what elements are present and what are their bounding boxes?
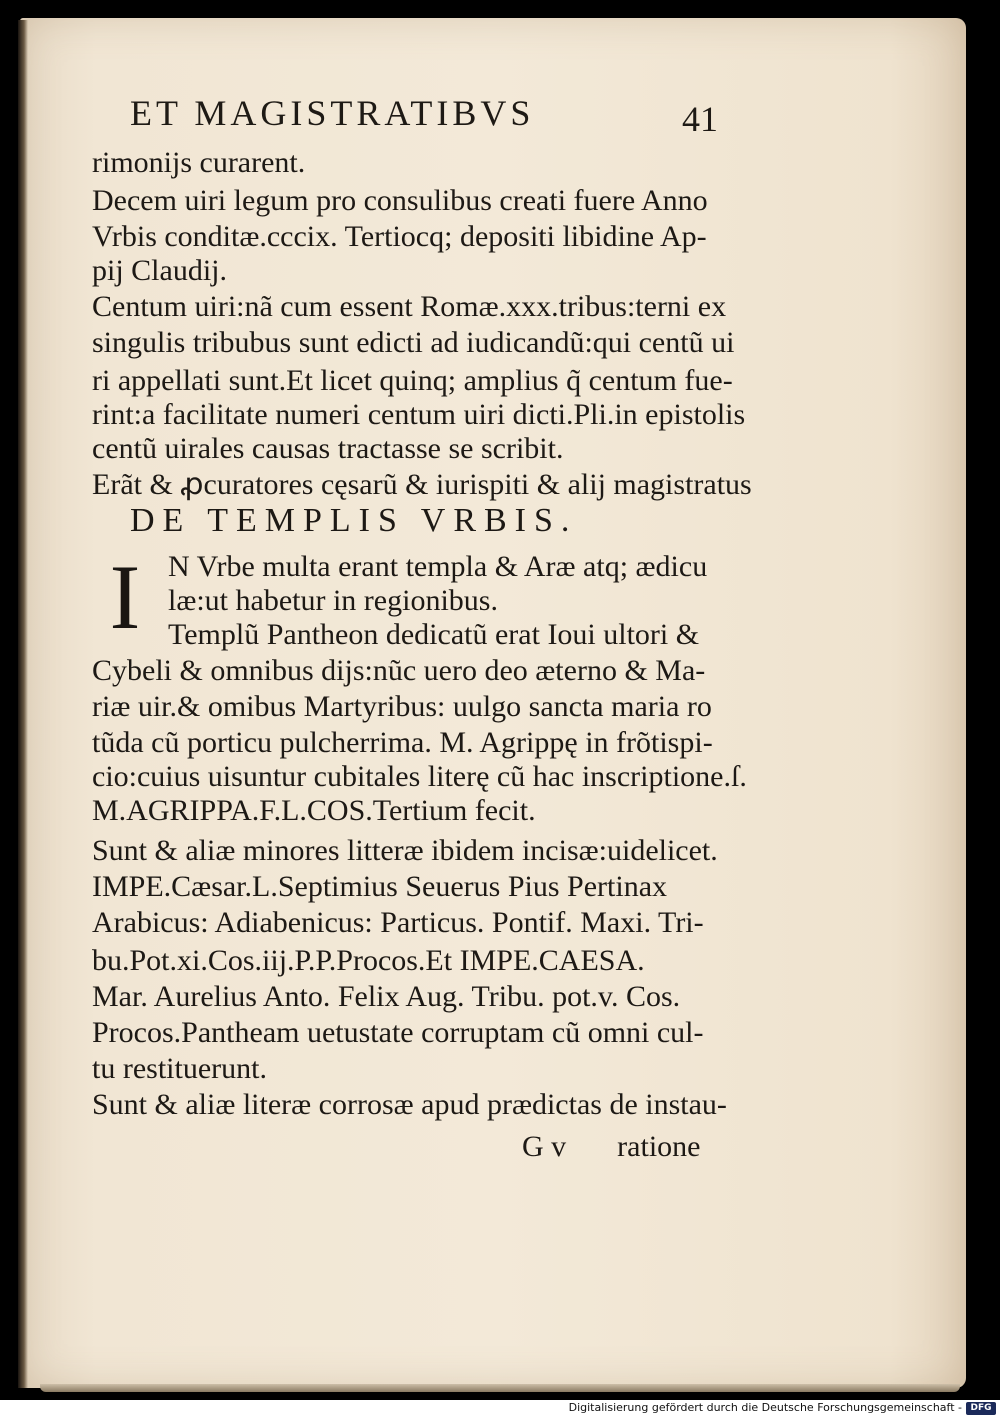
folio-number: 41: [682, 99, 718, 139]
text-line: bu.Pot.xi.Cos.iij.P.P.Procos.Et IMPE.CAESA.: [92, 944, 645, 977]
text-line: rint:a facilitate numeri centum uiri dicti.Pli.in epistolis: [92, 398, 746, 431]
text-line: tũda cũ porticu pulcherrima. M. Agrippę in frõtispi-: [92, 726, 713, 759]
drop-cap-letter: I: [109, 546, 141, 648]
text-line: Sunt & aliæ minores litteræ ibidem incisæ:uidelicet.: [92, 834, 718, 867]
text-line: centũ uirales causas tractasse se scribit.: [92, 432, 564, 465]
text-line: N Vrbe multa erant templa & Aræ atq; ædicu: [168, 550, 708, 583]
text-line: rimonijs curarent.: [92, 146, 306, 179]
text-line: ri appellati sunt.Et licet quinq; amplius q̃ centum fue-: [92, 364, 733, 397]
text-line: Centum uiri:nã cum essent Romæ.xxx.tribus:terni ex: [92, 290, 727, 323]
text-line: M.AGRIPPA.F.L.COS.Tertium fecit.: [92, 794, 536, 827]
footer-credit: Digitalisierung gefördert durch die Deutsche Forschungsgemeinschaft -: [568, 1401, 962, 1414]
catchword: [522, 1130, 700, 1164]
text-line: riæ uir.& omibus Martyribus: uulgo sancta maria ro: [92, 690, 712, 723]
text-line: Procos.Pantheam uetustate corruptam cũ omni cul-: [92, 1016, 704, 1049]
section-heading: DE TEMPLIS VRBIS.: [130, 502, 578, 539]
text-line: singulis tribubus sunt edicti ad iudicandũ:qui centũ ui: [92, 326, 735, 359]
text-line: Templũ Pantheon dedicatũ erat Ioui ultori &: [168, 618, 700, 651]
text-line: Erãt & ꝓcuratores cęsarũ & iurispiti & alij magistratus: [92, 468, 752, 501]
catchword-text: ratione: [617, 1130, 701, 1163]
dfg-logo-icon: DFG: [966, 1402, 996, 1415]
text-line: læ:ut habetur in regionibus.: [168, 584, 498, 617]
text-line: Sunt & aliæ literæ corrosæ apud prædictas de instau-: [92, 1088, 727, 1121]
text-line: IMPE.Cæsar.L.Septimius Seuerus Pius Pertinax: [92, 870, 668, 903]
text-line: cio:cuius uisuntur cubitales literę cũ hac inscriptione.ſ.: [92, 760, 747, 793]
text-line: tu restituerunt.: [92, 1052, 267, 1085]
text-line: Arabicus: Adiabenicus: Particus. Pontif. Maxi. Tri-: [92, 906, 704, 939]
text-line: Cybeli & omnibus dijs:nũc uero deo æterno & Ma-: [92, 654, 706, 687]
drop-cap-initial: [90, 546, 160, 648]
signature-mark: G v: [522, 1130, 567, 1163]
text-line: Decem uiri legum pro consulibus creati fuere Anno: [92, 184, 708, 217]
text-line: Vrbis conditæ.cccix. Tertiocq; depositi libidine Ap-: [92, 220, 707, 253]
book-binding-shadow: [18, 20, 28, 1388]
page-stack-edge: [40, 1384, 960, 1392]
running-head: ET MAGISTRATIBVS: [130, 93, 535, 133]
text-line: pij Claudij.: [92, 254, 227, 287]
text-line: Mar. Aurelius Anto. Felix Aug. Tribu. pot.v. Cos.: [92, 980, 681, 1013]
